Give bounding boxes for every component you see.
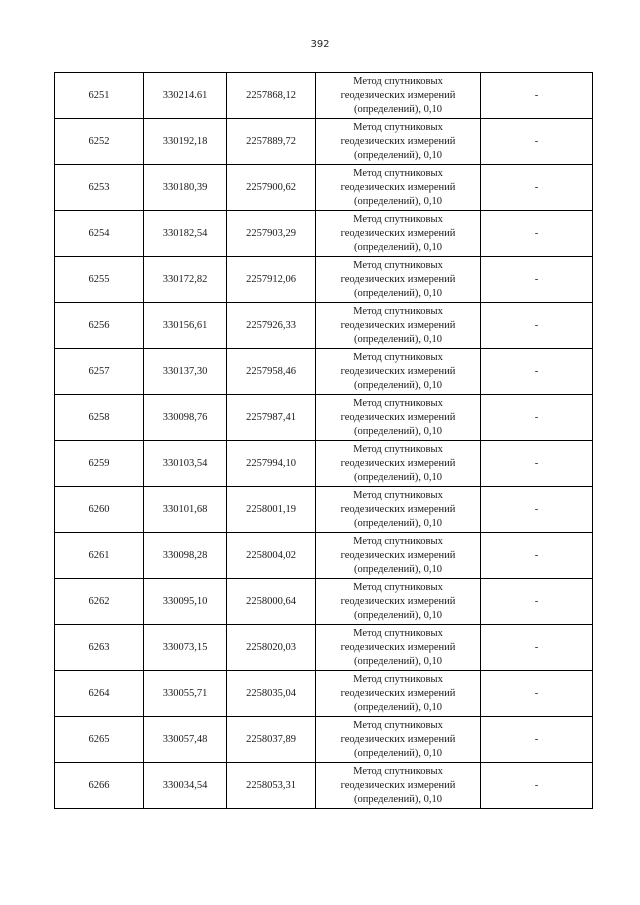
x-coordinate-cell: 330095,10 [144, 579, 227, 625]
method-line: Метод спутниковых [353, 443, 443, 455]
method-line: (определений), 0,10 [353, 793, 443, 805]
method-line: (определений), 0,10 [353, 103, 443, 115]
x-coordinate-cell: 330182,54 [144, 211, 227, 257]
table-row [55, 119, 593, 165]
method-line: (определений), 0,10 [353, 563, 443, 575]
table-row [55, 395, 593, 441]
point-number-cell: 6262 [55, 579, 144, 625]
x-coordinate-cell: 330172,82 [144, 257, 227, 303]
method-line: геодезических измерений [340, 135, 456, 147]
table-row [55, 211, 593, 257]
method-line: геодезических измерений [340, 411, 456, 423]
method-cell [316, 303, 481, 349]
x-coordinate-cell: 330156,61 [144, 303, 227, 349]
method-line: геодезических измерений [340, 733, 456, 745]
method-line: геодезических измерений [340, 181, 456, 193]
point-number-cell: 6266 [55, 763, 144, 809]
point-number-cell: 6260 [55, 487, 144, 533]
method-cell [316, 717, 481, 763]
method-line: Метод спутниковых [353, 167, 443, 179]
y-coordinate-cell: 2257912,06 [227, 257, 316, 303]
table-row [55, 487, 593, 533]
point-number-cell: 6258 [55, 395, 144, 441]
x-coordinate-cell: 330055,71 [144, 671, 227, 717]
method-line: (определений), 0,10 [353, 241, 443, 253]
table-row [55, 257, 593, 303]
y-coordinate-cell: 2257994,10 [227, 441, 316, 487]
method-line: геодезических измерений [340, 365, 456, 377]
method-line: Метод спутниковых [353, 305, 443, 317]
method-line: геодезических измерений [340, 549, 456, 561]
y-coordinate-cell: 2257868,12 [227, 73, 316, 119]
x-coordinate-cell: 330098,76 [144, 395, 227, 441]
page-number: 392 [310, 39, 330, 50]
method-line: Метод спутниковых [353, 581, 443, 593]
extra-cell: - [481, 717, 593, 763]
extra-cell: - [481, 257, 593, 303]
method-line: геодезических измерений [340, 687, 456, 699]
y-coordinate-cell: 2257889,72 [227, 119, 316, 165]
method-cell [316, 165, 481, 211]
point-number-cell: 6256 [55, 303, 144, 349]
point-number-cell: 6252 [55, 119, 144, 165]
x-coordinate-cell: 330192,18 [144, 119, 227, 165]
extra-cell: - [481, 349, 593, 395]
method-line: геодезических измерений [340, 503, 456, 515]
y-coordinate-cell: 2257958,46 [227, 349, 316, 395]
method-cell [316, 579, 481, 625]
table-row [55, 165, 593, 211]
extra-cell: - [481, 579, 593, 625]
table-row [55, 303, 593, 349]
method-line: (определений), 0,10 [353, 379, 443, 391]
extra-cell: - [481, 303, 593, 349]
method-line: (определений), 0,10 [353, 333, 443, 345]
point-number-cell: 6263 [55, 625, 144, 671]
point-number-cell: 6261 [55, 533, 144, 579]
y-coordinate-cell: 2258000,64 [227, 579, 316, 625]
y-coordinate-cell: 2258035,04 [227, 671, 316, 717]
coordinates-table [54, 72, 593, 809]
x-coordinate-cell: 330101,68 [144, 487, 227, 533]
point-number-cell: 6265 [55, 717, 144, 763]
extra-cell: - [481, 487, 593, 533]
extra-cell: - [481, 533, 593, 579]
method-line: геодезических измерений [340, 779, 456, 791]
table-row [55, 763, 593, 809]
method-line: Метод спутниковых [353, 213, 443, 225]
method-line: (определений), 0,10 [353, 149, 443, 161]
method-line: геодезических измерений [340, 319, 456, 331]
method-cell [316, 533, 481, 579]
y-coordinate-cell: 2257987,41 [227, 395, 316, 441]
method-cell [316, 395, 481, 441]
method-cell [316, 441, 481, 487]
method-cell [316, 211, 481, 257]
method-line: Метод спутниковых [353, 121, 443, 133]
extra-cell: - [481, 165, 593, 211]
table-row [55, 671, 593, 717]
method-cell [316, 487, 481, 533]
x-coordinate-cell: 330137,30 [144, 349, 227, 395]
y-coordinate-cell: 2258053,31 [227, 763, 316, 809]
table-row [55, 625, 593, 671]
method-line: (определений), 0,10 [353, 471, 443, 483]
point-number-cell: 6255 [55, 257, 144, 303]
x-coordinate-cell: 330057,48 [144, 717, 227, 763]
method-cell [316, 73, 481, 119]
point-number-cell: 6264 [55, 671, 144, 717]
extra-cell: - [481, 119, 593, 165]
method-line: Метод спутниковых [353, 765, 443, 777]
method-line: геодезических измерений [340, 641, 456, 653]
method-line: (определений), 0,10 [353, 517, 443, 529]
method-line: Метод спутниковых [353, 397, 443, 409]
y-coordinate-cell: 2258001,19 [227, 487, 316, 533]
method-line: (определений), 0,10 [353, 609, 443, 621]
method-line: геодезических измерений [340, 595, 456, 607]
y-coordinate-cell: 2258037,89 [227, 717, 316, 763]
method-line: Метод спутниковых [353, 259, 443, 271]
x-coordinate-cell: 330180,39 [144, 165, 227, 211]
method-cell [316, 763, 481, 809]
extra-cell: - [481, 671, 593, 717]
table-row [55, 441, 593, 487]
table-row [55, 533, 593, 579]
method-line: (определений), 0,10 [353, 195, 443, 207]
y-coordinate-cell: 2257903,29 [227, 211, 316, 257]
table-row [55, 349, 593, 395]
method-line: Метод спутниковых [353, 351, 443, 363]
method-line: (определений), 0,10 [353, 747, 443, 759]
x-coordinate-cell: 330098,28 [144, 533, 227, 579]
method-line: (определений), 0,10 [353, 425, 443, 437]
method-line: геодезических измерений [340, 227, 456, 239]
y-coordinate-cell: 2258004,02 [227, 533, 316, 579]
x-coordinate-cell: 330214.61 [144, 73, 227, 119]
method-line: Метод спутниковых [353, 75, 443, 87]
method-line: геодезических измерений [340, 457, 456, 469]
x-coordinate-cell: 330034,54 [144, 763, 227, 809]
x-coordinate-cell: 330073,15 [144, 625, 227, 671]
point-number-cell: 6251 [55, 73, 144, 119]
method-cell [316, 257, 481, 303]
method-cell [316, 119, 481, 165]
method-line: Метод спутниковых [353, 535, 443, 547]
method-cell [316, 671, 481, 717]
point-number-cell: 6257 [55, 349, 144, 395]
extra-cell: - [481, 395, 593, 441]
y-coordinate-cell: 2258020,03 [227, 625, 316, 671]
method-cell [316, 625, 481, 671]
extra-cell: - [481, 763, 593, 809]
extra-cell: - [481, 211, 593, 257]
method-line: Метод спутниковых [353, 627, 443, 639]
x-coordinate-cell: 330103,54 [144, 441, 227, 487]
point-number-cell: 6254 [55, 211, 144, 257]
y-coordinate-cell: 2257926,33 [227, 303, 316, 349]
table-row [55, 579, 593, 625]
extra-cell: - [481, 625, 593, 671]
point-number-cell: 6259 [55, 441, 144, 487]
y-coordinate-cell: 2257900,62 [227, 165, 316, 211]
method-line: Метод спутниковых [353, 673, 443, 685]
method-cell [316, 349, 481, 395]
method-line: Метод спутниковых [353, 489, 443, 501]
extra-cell: - [481, 441, 593, 487]
table-row [55, 717, 593, 763]
method-line: Метод спутниковых [353, 719, 443, 731]
point-number-cell: 6253 [55, 165, 144, 211]
method-line: (определений), 0,10 [353, 701, 443, 713]
method-line: геодезических измерений [340, 273, 456, 285]
table-row [55, 73, 593, 119]
method-line: (определений), 0,10 [353, 287, 443, 299]
method-line: (определений), 0,10 [353, 655, 443, 667]
coordinates-table-body [55, 73, 593, 809]
method-line: геодезических измерений [340, 89, 456, 101]
extra-cell: - [481, 73, 593, 119]
